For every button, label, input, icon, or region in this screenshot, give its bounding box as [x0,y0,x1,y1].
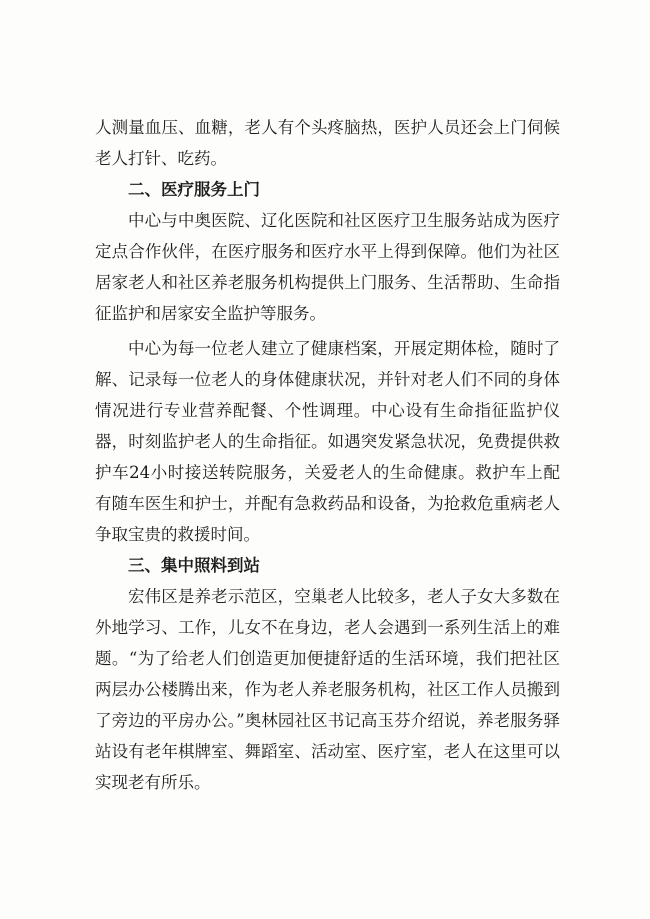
paragraph-medical-partners: 中心与中奥医院、辽化医院和社区医疗卫生服务站成为医疗定点合作伙伴，在医疗服务和医疗水平上得到保障。他们为社区居家老人和社区养老服务机构提供上门服务、生活帮助、生命指征监护和居家安全监护等服务。 [95,211,560,323]
section-heading-medical-service: 二、医疗服务上门 [128,180,260,199]
paragraph-hongwei-district: 宏伟区是养老示范区，空巢老人比较多，老人子女大多数在外地学习、工作，儿女不在身边，老人会遇到一系列生活上的难题。“为了给老人们创造更加便捷舒适的生活环境，我们把社区两层办公楼腾出来，作为老人养老服务机构，社区工作人员搬到了旁边的平房办公。”奥林园社区书记高玉芬介绍说，养老服务驿站设有老年棋牌室、舞蹈室、活动室、医疗室，老人在这里可以实现老有所乐。 [95,587,560,792]
paragraph-continued: 人测量血压、血糖，老人有个头疼脑热，医护人员还会上门伺候老人打针、吃药。 [95,118,560,168]
section-heading-centralized-care: 三、集中照料到站 [128,556,260,575]
document-body [95,112,560,798]
paragraph-health-records: 中心为每一位老人建立了健康档案，开展定期体检，随时了解、记录每一位老人的身体健康状况，并针对老人们不同的身体情况进行专业营养配餐、个性调理。中心设有生命指征监护仪器，时刻监护老人的生命指征。如遇突发紧急状况，免费提供救护车24小时接送转院服务，关爱老人的生命健康。救护车上配有随车医生和护士，并配有急救药品和设备，为抢救危重病老人争取宝贵的救援时间。 [95,339,560,544]
